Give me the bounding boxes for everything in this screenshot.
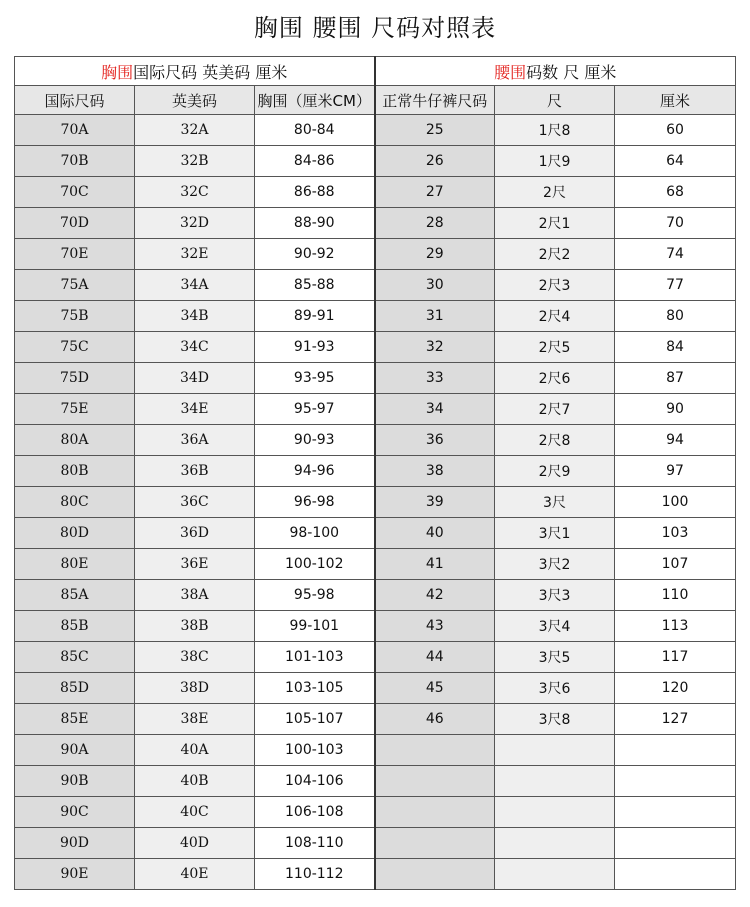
bust-cm-cell: 100-102 [255,549,375,580]
jeans-size-cell: 41 [375,549,495,580]
waist-cm-cell: 94 [615,425,736,456]
intl-size-cell: 85D [15,673,135,704]
jeans-size-cell: 25 [375,115,495,146]
us-uk-size-cell: 32E [135,239,255,270]
chi-cell: 2尺6 [495,363,615,394]
jeans-size-cell: 45 [375,673,495,704]
bust-highlight: 胸围 [101,62,134,82]
bust-cm-cell: 94-96 [255,456,375,487]
waist-cm-cell: 74 [615,239,736,270]
us-uk-size-cell: 38E [135,704,255,735]
section-header-row [15,57,736,86]
page-title: 胸围 腰围 尺码对照表 [253,14,497,42]
intl-size-cell: 90A [15,735,135,766]
jeans-size-cell: 46 [375,704,495,735]
jeans-size-cell [375,797,495,828]
bust-cm-cell: 98-100 [255,518,375,549]
chi-cell: 3尺8 [495,704,615,735]
table-row [15,208,736,239]
jeans-size-cell: 27 [375,177,495,208]
jeans-size-cell: 26 [375,146,495,177]
table-row [15,487,736,518]
chi-cell [495,766,615,797]
jeans-size-cell: 44 [375,642,495,673]
chi-cell: 3尺 [495,487,615,518]
table-row [15,270,736,301]
waist-cm-cell: 117 [615,642,736,673]
jeans-size-cell: 28 [375,208,495,239]
us-uk-size-cell: 40D [135,828,255,859]
size-chart-table [14,56,736,890]
us-uk-size-cell: 38C [135,642,255,673]
intl-size-cell: 85B [15,611,135,642]
bust-cm-cell: 80-84 [255,115,375,146]
waist-cm-cell: 103 [615,518,736,549]
table-row [15,456,736,487]
bust-cm-cell: 88-90 [255,208,375,239]
chi-cell: 2尺1 [495,208,615,239]
table-row [15,146,736,177]
bust-cm-cell: 108-110 [255,828,375,859]
waist-cm-cell: 100 [615,487,736,518]
waist-cm-cell [615,797,736,828]
header-intl-size: 国际尺码 [15,86,135,115]
chi-cell: 3尺5 [495,642,615,673]
table-row [15,115,736,146]
us-uk-size-cell: 36C [135,487,255,518]
chi-cell: 2尺 [495,177,615,208]
intl-size-cell: 80B [15,456,135,487]
waist-cm-cell: 70 [615,208,736,239]
intl-size-cell: 70D [15,208,135,239]
chi-cell: 2尺8 [495,425,615,456]
jeans-size-cell: 40 [375,518,495,549]
bust-cm-cell: 95-97 [255,394,375,425]
bust-cm-cell: 100-103 [255,735,375,766]
intl-size-cell: 80D [15,518,135,549]
intl-size-cell: 75C [15,332,135,363]
us-uk-size-cell: 34B [135,301,255,332]
us-uk-size-cell: 32C [135,177,255,208]
intl-size-cell: 85A [15,580,135,611]
jeans-size-cell: 42 [375,580,495,611]
intl-size-cell: 85E [15,704,135,735]
us-uk-size-cell: 36A [135,425,255,456]
waist-cm-cell: 107 [615,549,736,580]
table-row [15,518,736,549]
us-uk-size-cell: 38B [135,611,255,642]
waist-cm-cell: 113 [615,611,736,642]
us-uk-size-cell: 32D [135,208,255,239]
jeans-size-cell: 33 [375,363,495,394]
bust-cm-cell: 101-103 [255,642,375,673]
header-jeans-size: 正常牛仔裤尺码 [375,86,495,115]
waist-cm-cell: 77 [615,270,736,301]
intl-size-cell: 75E [15,394,135,425]
chi-cell: 3尺6 [495,673,615,704]
waist-cm-cell: 97 [615,456,736,487]
table-row [15,363,736,394]
chi-cell: 2尺3 [495,270,615,301]
chi-cell: 1尺8 [495,115,615,146]
chi-cell: 2尺5 [495,332,615,363]
intl-size-cell: 80E [15,549,135,580]
table-row [15,673,736,704]
header-bust-cm: 胸围（厘米CM） [255,86,375,115]
jeans-size-cell: 43 [375,611,495,642]
waist-cm-cell: 60 [615,115,736,146]
bust-cm-cell: 90-92 [255,239,375,270]
bust-cm-cell: 85-88 [255,270,375,301]
us-uk-size-cell: 40E [135,859,255,890]
chi-cell [495,828,615,859]
us-uk-size-cell: 34D [135,363,255,394]
bust-cm-cell: 104-106 [255,766,375,797]
waist-cm-cell: 84 [615,332,736,363]
waist-cm-cell: 110 [615,580,736,611]
intl-size-cell: 70B [15,146,135,177]
bust-cm-cell: 110-112 [255,859,375,890]
chi-cell [495,859,615,890]
waist-cm-cell: 120 [615,673,736,704]
table-row [15,301,736,332]
us-uk-size-cell: 36D [135,518,255,549]
jeans-size-cell: 29 [375,239,495,270]
us-uk-size-cell: 34C [135,332,255,363]
intl-size-cell: 85C [15,642,135,673]
us-uk-size-cell: 34E [135,394,255,425]
waist-cm-cell [615,766,736,797]
chi-cell: 3尺2 [495,549,615,580]
table-row [15,859,736,890]
jeans-size-cell [375,735,495,766]
intl-size-cell: 90D [15,828,135,859]
jeans-size-cell [375,766,495,797]
jeans-size-cell: 36 [375,425,495,456]
waist-highlight: 腰围 [494,62,527,82]
chi-cell: 3尺1 [495,518,615,549]
us-uk-size-cell: 36E [135,549,255,580]
jeans-size-cell [375,828,495,859]
waist-cm-cell [615,735,736,766]
bust-section-title [15,57,375,86]
table-row [15,425,736,456]
us-uk-size-cell: 32A [135,115,255,146]
intl-size-cell: 75D [15,363,135,394]
jeans-size-cell: 31 [375,301,495,332]
bust-cm-cell: 106-108 [255,797,375,828]
bust-cm-cell: 84-86 [255,146,375,177]
waist-cm-cell: 68 [615,177,736,208]
intl-size-cell: 90C [15,797,135,828]
table-row [15,828,736,859]
intl-size-cell: 75A [15,270,135,301]
chi-cell: 3尺4 [495,611,615,642]
us-uk-size-cell: 40C [135,797,255,828]
jeans-size-cell: 38 [375,456,495,487]
waist-cm-cell: 87 [615,363,736,394]
us-uk-size-cell: 36B [135,456,255,487]
bust-cm-cell: 103-105 [255,673,375,704]
table-row [15,239,736,270]
intl-size-cell: 70E [15,239,135,270]
jeans-size-cell: 30 [375,270,495,301]
chi-cell: 2尺4 [495,301,615,332]
table-row [15,797,736,828]
chi-cell: 1尺9 [495,146,615,177]
waist-cm-cell [615,828,736,859]
bust-section-rest: 国际尺码 英美码 厘米 [133,62,288,82]
intl-size-cell: 80C [15,487,135,518]
intl-size-cell: 90E [15,859,135,890]
jeans-size-cell [375,859,495,890]
us-uk-size-cell: 34A [135,270,255,301]
table-row [15,332,736,363]
waist-cm-cell: 127 [615,704,736,735]
waist-cm-cell: 64 [615,146,736,177]
jeans-size-cell: 32 [375,332,495,363]
us-uk-size-cell: 38A [135,580,255,611]
table-row [15,580,736,611]
intl-size-cell: 80A [15,425,135,456]
table-row [15,177,736,208]
table-row [15,766,736,797]
bust-cm-cell: 99-101 [255,611,375,642]
header-us-uk-size: 英美码 [135,86,255,115]
bust-cm-cell: 90-93 [255,425,375,456]
intl-size-cell: 70A [15,115,135,146]
chi-cell [495,797,615,828]
chi-cell: 2尺9 [495,456,615,487]
chi-cell: 2尺2 [495,239,615,270]
us-uk-size-cell: 38D [135,673,255,704]
table-row [15,549,736,580]
us-uk-size-cell: 40B [135,766,255,797]
table-row [15,394,736,425]
waist-cm-cell: 80 [615,301,736,332]
bust-cm-cell: 105-107 [255,704,375,735]
waist-cm-cell: 90 [615,394,736,425]
jeans-size-cell: 39 [375,487,495,518]
header-chi: 尺 [495,86,615,115]
bust-cm-cell: 86-88 [255,177,375,208]
bust-cm-cell: 89-91 [255,301,375,332]
table-row [15,611,736,642]
bust-cm-cell: 93-95 [255,363,375,394]
intl-size-cell: 90B [15,766,135,797]
chi-cell: 3尺3 [495,580,615,611]
waist-section-rest: 码数 尺 厘米 [526,62,617,82]
table-row [15,704,736,735]
waist-cm-cell [615,859,736,890]
table-row [15,642,736,673]
us-uk-size-cell: 32B [135,146,255,177]
bust-cm-cell: 96-98 [255,487,375,518]
bust-cm-cell: 95-98 [255,580,375,611]
column-header-row [15,86,736,115]
waist-section-title [375,57,736,86]
header-cm: 厘米 [615,86,736,115]
intl-size-cell: 70C [15,177,135,208]
chi-cell: 2尺7 [495,394,615,425]
intl-size-cell: 75B [15,301,135,332]
chi-cell [495,735,615,766]
us-uk-size-cell: 40A [135,735,255,766]
bust-cm-cell: 91-93 [255,332,375,363]
table-row [15,735,736,766]
jeans-size-cell: 34 [375,394,495,425]
